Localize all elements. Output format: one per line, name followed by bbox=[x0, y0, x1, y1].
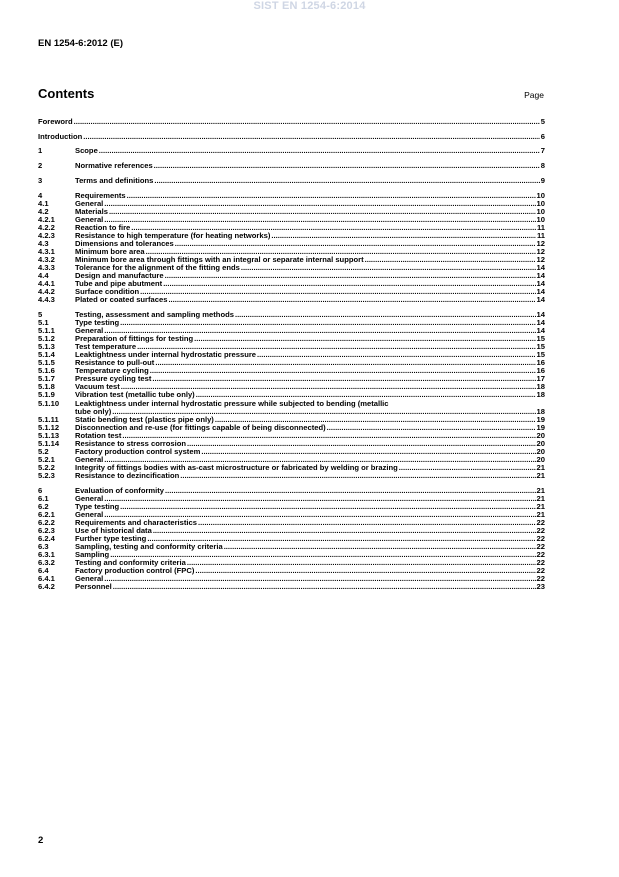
toc-entry-title[interactable]: Type testing bbox=[75, 318, 120, 328]
toc-entry-title[interactable]: Resistance to high temperature (for heating networks) bbox=[75, 230, 271, 240]
toc-entry-page: 22 bbox=[536, 533, 545, 543]
toc-entry-number: 5.2 bbox=[38, 446, 49, 456]
toc-entry-page: 23 bbox=[536, 582, 545, 592]
dot-leader bbox=[241, 264, 536, 272]
dot-leader bbox=[120, 503, 535, 511]
toc-entry-title[interactable]: Resistance to pull-out bbox=[75, 358, 155, 368]
toc-entry-title[interactable]: Resistance to dezincification bbox=[75, 470, 180, 480]
toc-entry-number: 4.4.3 bbox=[38, 295, 55, 305]
toc-entry[interactable] bbox=[38, 133, 545, 141]
toc-entry-number: 5.1.8 bbox=[38, 382, 55, 392]
toc-entry-page: 10 bbox=[536, 206, 545, 216]
toc-entry[interactable] bbox=[38, 503, 545, 511]
toc-entry-title[interactable]: Static bending test (plastics pipe only) bbox=[75, 414, 214, 424]
dot-leader bbox=[195, 567, 535, 575]
toc-entry-number: 6.3 bbox=[38, 542, 49, 552]
toc-entry-page: 10 bbox=[536, 214, 545, 224]
dot-leader bbox=[104, 575, 535, 583]
dot-leader bbox=[201, 448, 535, 456]
toc-entry-number: 6 bbox=[38, 485, 43, 495]
toc-entry-title[interactable]: Vibration test (metallic tube only) bbox=[75, 390, 195, 400]
toc-entry-title[interactable]: Plated or coated surfaces bbox=[75, 295, 168, 305]
toc-entry[interactable] bbox=[38, 567, 545, 575]
dot-leader bbox=[152, 375, 535, 383]
toc-entry-number: 5.2.1 bbox=[38, 454, 55, 464]
toc-entry-number: 6.3.1 bbox=[38, 550, 55, 560]
toc-entry-number: 5.1.14 bbox=[38, 438, 60, 448]
toc-entry-page: 14 bbox=[536, 271, 545, 281]
toc-entry-number: 4.4.2 bbox=[38, 287, 55, 297]
toc-entry-number: 6.2 bbox=[38, 501, 49, 511]
toc-entry-page: 8 bbox=[540, 161, 545, 171]
dot-leader bbox=[155, 359, 535, 367]
toc-entry-title[interactable]: Surface condition bbox=[75, 287, 140, 297]
dot-leader bbox=[187, 440, 536, 448]
toc-entry-page: 20 bbox=[536, 454, 545, 464]
toc-entry-title[interactable]: Evaluation of conformity bbox=[75, 485, 165, 495]
toc-entry[interactable] bbox=[38, 448, 545, 456]
toc-entry[interactable] bbox=[38, 296, 545, 304]
dot-leader bbox=[104, 216, 535, 224]
toc-entry-page: 14 bbox=[536, 310, 545, 320]
toc-entry-title[interactable]: Testing, assessment and sampling methods bbox=[75, 310, 234, 320]
toc-entry-title[interactable]: Personnel bbox=[75, 582, 112, 592]
toc-entry-page: 22 bbox=[536, 574, 545, 584]
watermark: SIST EN 1254-6:2014 bbox=[253, 0, 366, 12]
toc-entry-number: 5.1.1 bbox=[38, 326, 55, 336]
toc-entry-number: 2 bbox=[38, 161, 43, 171]
table-of-contents bbox=[38, 118, 545, 591]
toc-entry-page: 18 bbox=[536, 390, 545, 400]
toc-entry-page: 20 bbox=[536, 446, 545, 456]
toc-entry-title[interactable]: Factory production control system bbox=[75, 446, 201, 456]
toc-entry-page: 12 bbox=[536, 238, 545, 248]
toc-entry-page: 11 bbox=[536, 230, 545, 240]
dot-leader bbox=[168, 296, 535, 304]
toc-entry[interactable] bbox=[38, 400, 545, 408]
toc-entry-number: 4.2 bbox=[38, 206, 49, 216]
toc-entry-page: 15 bbox=[536, 342, 545, 352]
toc-entry-title[interactable]: General bbox=[75, 493, 104, 503]
toc-entry-title[interactable]: Minimum bore area through fittings with an integral or separate internal support bbox=[75, 255, 364, 265]
dot-leader bbox=[109, 208, 536, 216]
dot-leader bbox=[163, 280, 535, 288]
toc-entry-number: 6.3.2 bbox=[38, 558, 55, 568]
toc-entry-title[interactable]: Temperature cycling bbox=[75, 366, 149, 376]
toc-entry-number: 5.1.3 bbox=[38, 342, 55, 352]
toc-entry-number: 4.2.1 bbox=[38, 214, 55, 224]
toc-entry[interactable] bbox=[38, 487, 545, 495]
toc-entry-page: 22 bbox=[536, 558, 545, 568]
toc-entry-title[interactable]: General bbox=[75, 198, 104, 208]
toc-entry-number: 6.4 bbox=[38, 566, 49, 576]
toc-entry-number: 5.1.12 bbox=[38, 422, 60, 432]
toc-entry-page: 22 bbox=[536, 550, 545, 560]
dot-leader bbox=[104, 495, 535, 503]
toc-entry-title[interactable]: Sampling, testing and conformity criteria bbox=[75, 542, 223, 552]
dot-leader bbox=[153, 527, 536, 535]
toc-entry-title[interactable]: Disconnection and re-use (for fittings capable of being disconnected) bbox=[75, 422, 326, 432]
toc-entry-number: 6.2.2 bbox=[38, 517, 55, 527]
toc-entry-title[interactable]: Minimum bore area bbox=[75, 247, 145, 256]
dot-leader bbox=[74, 118, 540, 126]
toc-entry-number: 6.2.4 bbox=[38, 533, 55, 543]
toc-entry[interactable] bbox=[38, 208, 545, 216]
toc-entry-title[interactable]: Further type testing bbox=[75, 533, 147, 543]
toc-entry-page: 17 bbox=[536, 374, 545, 384]
toc-entry-page: 15 bbox=[536, 350, 545, 360]
toc-entry-number: 5.1.7 bbox=[38, 374, 55, 384]
toc-entry-page: 5 bbox=[540, 117, 545, 126]
toc-entry-page: 16 bbox=[536, 358, 545, 368]
toc-entry-title[interactable]: Leaktightness under internal hydrostatic pressure while subjected to bending (metallic bbox=[75, 398, 389, 408]
toc-entry-page: 6 bbox=[540, 131, 545, 141]
toc-entry-title[interactable]: Leaktightness under internal hydrostatic pressure bbox=[75, 350, 257, 360]
toc-entry-title[interactable]: Normative references bbox=[75, 161, 153, 171]
toc-entry-title[interactable]: Sampling bbox=[75, 550, 110, 560]
toc-entry-page: 22 bbox=[536, 566, 545, 576]
toc-entry-page: 12 bbox=[536, 247, 545, 256]
toc-entry-number: 4.4 bbox=[38, 271, 49, 281]
contents-heading: Contents bbox=[38, 86, 95, 101]
toc-entry-title[interactable]: Tube and pipe abutment bbox=[75, 279, 163, 289]
toc-entry-number: 5.1 bbox=[38, 318, 49, 328]
dot-leader bbox=[271, 232, 536, 240]
toc-entry-title[interactable]: Materials bbox=[75, 206, 108, 216]
toc-entry-page: 21 bbox=[536, 462, 545, 472]
toc-entry-title[interactable]: Pressure cycling test bbox=[75, 374, 152, 384]
toc-entry[interactable] bbox=[38, 200, 545, 208]
toc-entry-title[interactable]: Requirements bbox=[75, 190, 126, 200]
toc-entry-number: 4.3.1 bbox=[38, 247, 55, 256]
toc-entry-page: 20 bbox=[536, 438, 545, 448]
toc-entry-page: 22 bbox=[536, 542, 545, 552]
dot-leader bbox=[165, 272, 536, 280]
toc-entry[interactable] bbox=[38, 575, 545, 583]
toc-entry-page: 21 bbox=[536, 501, 545, 511]
dot-leader bbox=[187, 559, 536, 567]
toc-entry[interactable] bbox=[38, 192, 545, 200]
toc-entry-number: 6.4.1 bbox=[38, 574, 55, 584]
toc-entry-number: 5.1.10 bbox=[38, 398, 60, 408]
toc-entry-number: 5.2.2 bbox=[38, 462, 55, 472]
dot-leader bbox=[198, 519, 536, 527]
dot-leader bbox=[224, 543, 536, 551]
toc-entry-title[interactable]: General bbox=[75, 509, 104, 519]
toc-entry-title[interactable]: Reaction to fire bbox=[75, 222, 131, 232]
dot-leader bbox=[235, 311, 536, 319]
toc-entry-number: 4.3.2 bbox=[38, 255, 55, 265]
toc-entry-number: 4.1 bbox=[38, 198, 49, 208]
toc-entry-page: 15 bbox=[536, 334, 545, 344]
toc-entry-title[interactable]: Tolerance for the alignment of the fitting ends bbox=[75, 263, 240, 273]
toc-entry-page: 9 bbox=[540, 175, 545, 185]
toc-entry-page: 14 bbox=[536, 279, 545, 289]
dot-leader bbox=[99, 147, 540, 155]
toc-entry-number: 5.1.11 bbox=[38, 414, 59, 424]
toc-entry[interactable] bbox=[38, 583, 545, 591]
toc-entry-page: 21 bbox=[536, 493, 545, 503]
toc-entry-page: 22 bbox=[536, 525, 545, 535]
toc-entry-page: 22 bbox=[536, 517, 545, 527]
toc-entry-page: 14 bbox=[536, 318, 545, 328]
toc-entry-page: 19 bbox=[536, 414, 545, 424]
dot-leader bbox=[365, 256, 536, 264]
dot-leader bbox=[104, 200, 535, 208]
toc-entry-title[interactable]: General bbox=[75, 214, 104, 224]
toc-entry-title[interactable]: Scope bbox=[75, 146, 98, 156]
toc-entry-title[interactable]: Introduction bbox=[38, 131, 83, 141]
toc-entry-title[interactable]: Foreword bbox=[38, 117, 73, 126]
dot-leader bbox=[175, 240, 536, 248]
dot-leader bbox=[120, 319, 535, 327]
toc-entry-title[interactable]: Dimensions and tolerances bbox=[75, 238, 174, 248]
toc-entry-page: 14 bbox=[536, 326, 545, 336]
dot-leader bbox=[140, 288, 535, 296]
toc-entry-title[interactable]: Integrity of fittings bodies with as-cast microstructure or fabricated by welding or brazing bbox=[75, 462, 398, 472]
toc-entry-page: 19 bbox=[536, 422, 545, 432]
dot-leader bbox=[127, 192, 536, 200]
toc-entry-page: 20 bbox=[536, 430, 545, 440]
toc-entry-number: 6.4.2 bbox=[38, 582, 55, 592]
toc-entry-page: 14 bbox=[536, 263, 545, 273]
toc-entry-page: 11 bbox=[536, 222, 545, 232]
toc-entry-title[interactable]: Preparation of fittings for testing bbox=[75, 334, 194, 344]
toc-entry-page: 21 bbox=[536, 485, 545, 495]
toc-entry-title[interactable]: Terms and definitions bbox=[75, 175, 154, 185]
toc-entry[interactable] bbox=[38, 177, 545, 185]
dot-leader bbox=[154, 162, 540, 170]
dot-leader bbox=[180, 472, 535, 480]
toc-entry-title-continued[interactable]: tube only) bbox=[75, 406, 112, 416]
toc-entry-page: 21 bbox=[536, 470, 545, 480]
toc-entry-title[interactable]: Rotation test bbox=[75, 430, 122, 440]
toc-entry-number: 4.3.3 bbox=[38, 263, 55, 273]
toc-entry-page: 14 bbox=[536, 287, 545, 297]
page-number: 2 bbox=[38, 835, 44, 846]
toc-entry-title[interactable]: Design and manufacture bbox=[75, 271, 164, 281]
toc-entry-number: 5.1.2 bbox=[38, 334, 55, 344]
toc-entry-title[interactable]: Type testing bbox=[75, 501, 120, 511]
toc-entry-title[interactable]: Vacuum test bbox=[75, 382, 120, 392]
toc-entry-page: 16 bbox=[536, 366, 545, 376]
toc-entry-title[interactable]: Use of historical data bbox=[75, 525, 152, 535]
toc-entry-number: 4 bbox=[38, 190, 43, 200]
toc-entry-number: 4.2.3 bbox=[38, 230, 55, 240]
toc-entry-title[interactable]: Resistance to stress corrosion bbox=[75, 438, 186, 448]
toc-entry-page: 12 bbox=[536, 255, 545, 265]
dot-leader bbox=[113, 583, 536, 591]
toc-entry-page: 10 bbox=[536, 198, 545, 208]
dot-leader bbox=[257, 351, 536, 359]
toc-entry-page: 18 bbox=[536, 406, 545, 416]
toc-entry-number: 5.1.4 bbox=[38, 350, 55, 360]
toc-entry-page: 10 bbox=[536, 190, 545, 200]
toc-entry-title[interactable]: General bbox=[75, 574, 104, 584]
toc-entry-number: 1 bbox=[38, 146, 43, 156]
toc-entry[interactable] bbox=[38, 319, 545, 327]
toc-entry-number: 4.2.2 bbox=[38, 222, 55, 232]
toc-entry-page: 21 bbox=[536, 509, 545, 519]
dot-leader bbox=[150, 367, 536, 375]
toc-entry-page: 7 bbox=[540, 146, 545, 156]
toc-entry-number: 4.4.1 bbox=[38, 279, 55, 289]
document-id: EN 1254-6:2012 (E) bbox=[38, 38, 124, 49]
toc-entry-title[interactable]: Requirements and characteristics bbox=[75, 517, 197, 527]
page-column-label: Page bbox=[524, 90, 544, 100]
dot-leader bbox=[399, 464, 536, 472]
toc-entry-number: 5.1.5 bbox=[38, 358, 55, 368]
toc-entry-number: 5.1.13 bbox=[38, 430, 60, 440]
dot-leader bbox=[194, 335, 535, 343]
dot-leader bbox=[165, 487, 536, 495]
toc-entry-number: 6.2.1 bbox=[38, 509, 55, 519]
toc-entry-title[interactable]: Testing and conformity criteria bbox=[75, 558, 186, 568]
toc-entry-number: 6.2.3 bbox=[38, 525, 55, 535]
toc-entry-title[interactable]: Test temperature bbox=[75, 342, 137, 352]
toc-entry[interactable] bbox=[38, 147, 545, 155]
toc-entry-title[interactable]: Factory production control (FPC) bbox=[75, 566, 195, 576]
toc-entry-page: 14 bbox=[536, 295, 545, 305]
toc-entry-number: 5.2.3 bbox=[38, 470, 55, 480]
toc-entry[interactable] bbox=[38, 472, 545, 480]
toc-entry-title[interactable]: General bbox=[75, 326, 104, 336]
dot-leader bbox=[154, 177, 539, 185]
toc-entry-number: 5.1.6 bbox=[38, 366, 55, 376]
toc-entry-number: 5 bbox=[38, 310, 43, 320]
toc-entry-page: 18 bbox=[536, 382, 545, 392]
dot-leader bbox=[327, 424, 536, 432]
toc-entry[interactable] bbox=[38, 118, 545, 126]
dot-leader bbox=[83, 133, 539, 141]
toc-entry[interactable] bbox=[38, 162, 545, 170]
toc-entry-number: 4.3 bbox=[38, 238, 49, 248]
toc-entry[interactable] bbox=[38, 543, 545, 551]
toc-entry-number: 5.1.9 bbox=[38, 390, 55, 400]
toc-entry-number: 3 bbox=[38, 175, 43, 185]
toc-entry-title[interactable]: General bbox=[75, 454, 104, 464]
toc-entry-number: 6.1 bbox=[38, 493, 49, 503]
